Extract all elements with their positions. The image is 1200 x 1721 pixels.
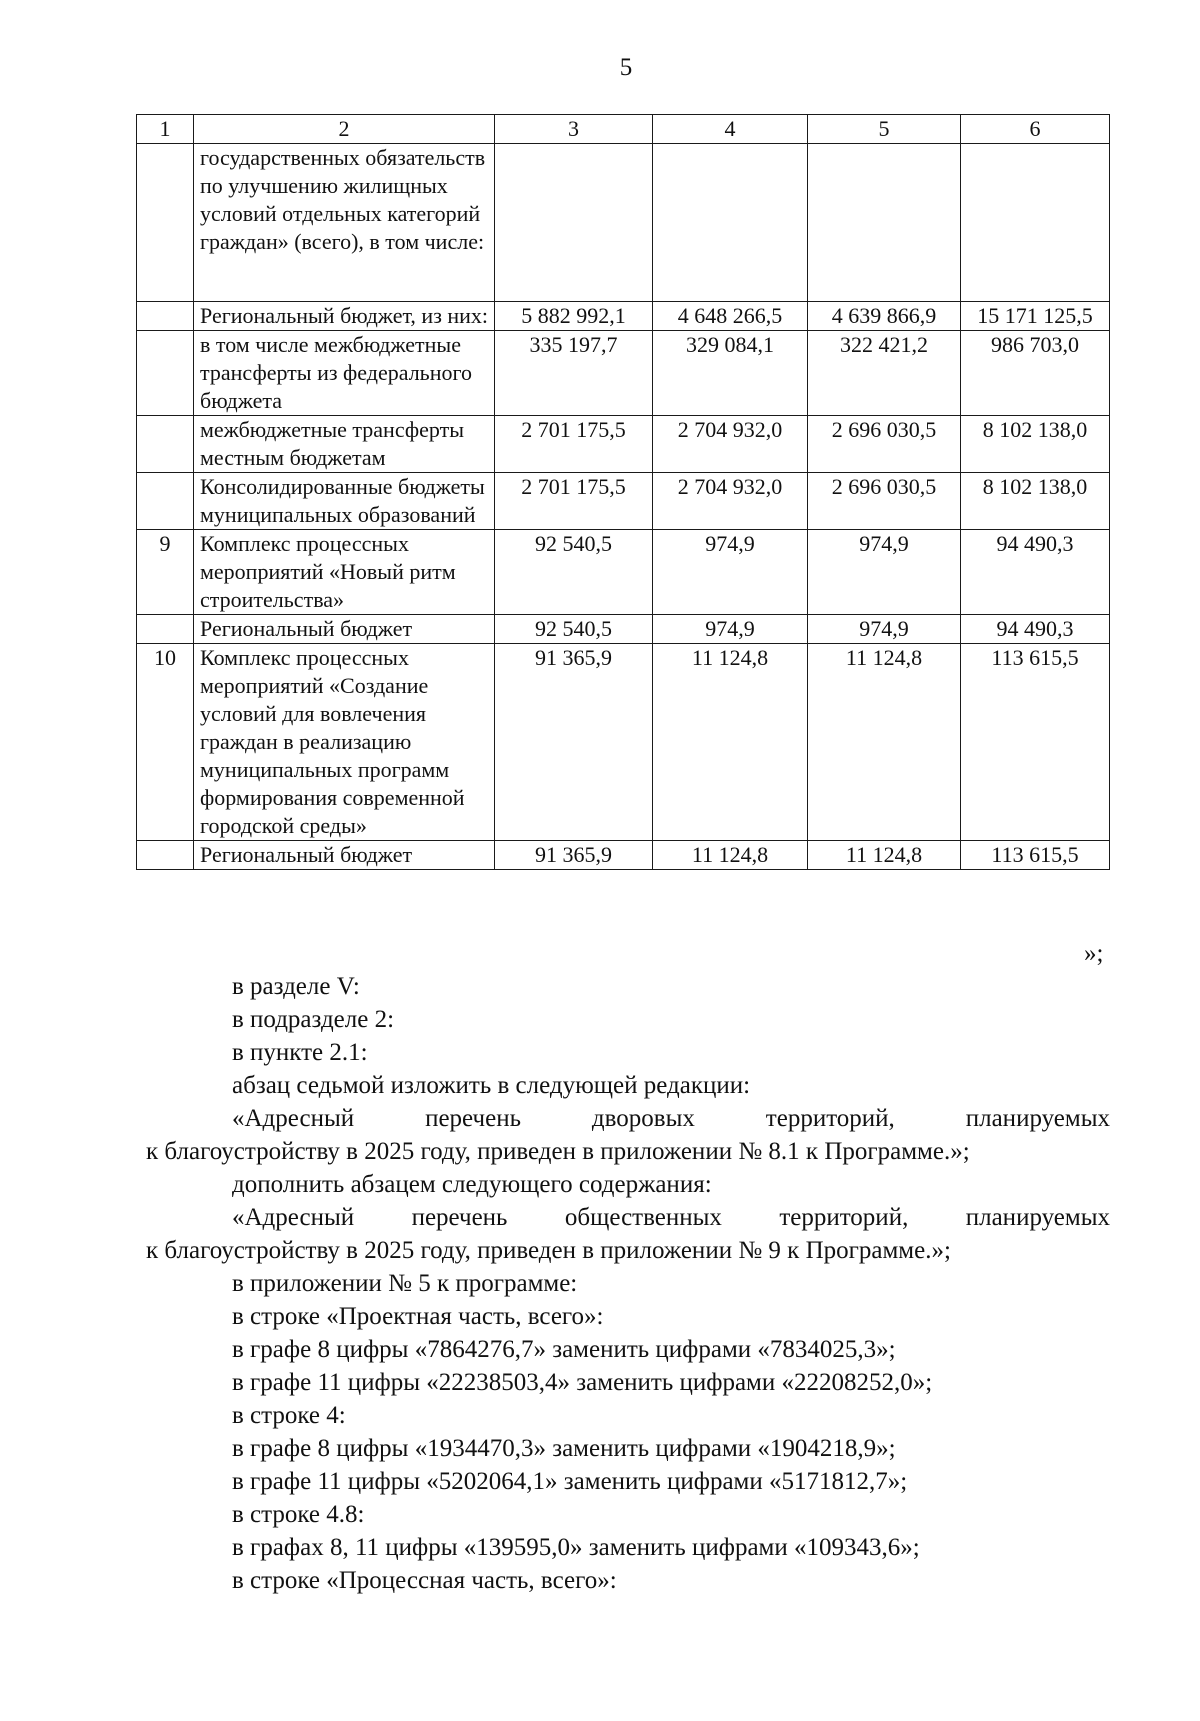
cell-value: 329 084,1 — [653, 331, 808, 416]
column-header: 3 — [495, 115, 653, 144]
justified-line — [232, 1201, 1110, 1234]
word: планируемых — [965, 1105, 1110, 1132]
column-header: 4 — [653, 115, 808, 144]
word: территорий, — [779, 1204, 909, 1231]
text-line: абзац седьмой изложить в следующей редакции: — [232, 1072, 751, 1099]
row-name: межбюджетные трансферты местным бюджетам — [194, 416, 495, 473]
row-index — [137, 841, 194, 870]
cell-value: 2 701 175,5 — [495, 416, 653, 473]
cell-value: 974,9 — [808, 530, 961, 615]
table-row — [137, 144, 1110, 302]
cell-value: 91 365,9 — [495, 841, 653, 870]
text-line: в графе 11 цифры «5202064,1» заменить цифрами «5171812,7»; — [232, 1468, 908, 1495]
text-line: дополнить абзацем следующего содержания: — [232, 1171, 712, 1198]
row-name: Комплекс процессных мероприятий «Новый ритм строительства» — [194, 530, 495, 615]
word: дворовых — [591, 1105, 695, 1132]
table-row — [137, 530, 1110, 615]
cell-value: 11 124,8 — [653, 644, 808, 841]
row-index — [137, 331, 194, 416]
text-line: в строке 4: — [232, 1402, 346, 1429]
row-index: 9 — [137, 530, 194, 615]
cell-value: 2 704 932,0 — [653, 473, 808, 530]
text-line: в графе 8 цифры «7864276,7» заменить цифрами «7834025,3»; — [232, 1336, 896, 1363]
word: перечень — [411, 1204, 508, 1231]
cell-value — [495, 144, 653, 302]
text-line: в пункте 2.1: — [232, 1039, 368, 1066]
row-name: в том числе межбюджетные трансферты из федерального бюджета — [194, 331, 495, 416]
row-name: Комплекс процессных мероприятий «Создание условий для вовлечения граждан в реализацию муниципальных программ формирования современной городской среды» — [194, 644, 495, 841]
cell-value: 8 102 138,0 — [961, 473, 1110, 530]
cell-value: 91 365,9 — [495, 644, 653, 841]
column-header: 2 — [194, 115, 495, 144]
cell-value — [961, 144, 1110, 302]
word: «Адресный — [232, 1105, 355, 1132]
cell-value: 5 882 992,1 — [495, 302, 653, 331]
budget-table — [136, 114, 1110, 870]
cell-value: 4 648 266,5 — [653, 302, 808, 331]
table-row — [137, 473, 1110, 530]
cell-value: 974,9 — [653, 615, 808, 644]
column-header: 1 — [137, 115, 194, 144]
word: «Адресный — [232, 1204, 355, 1231]
cell-value: 2 701 175,5 — [495, 473, 653, 530]
text-line: в строке 4.8: — [232, 1501, 365, 1528]
cell-value: 11 124,8 — [808, 644, 961, 841]
cell-value: 113 615,5 — [961, 841, 1110, 870]
word: перечень — [425, 1105, 521, 1132]
cell-value: 94 490,3 — [961, 530, 1110, 615]
word: общественных — [564, 1204, 722, 1231]
table-header-row — [137, 115, 1110, 144]
cell-value: 974,9 — [653, 530, 808, 615]
closing-quote-mark: »; — [1084, 940, 1104, 967]
row-name: Консолидированные бюджеты муниципальных образований — [194, 473, 495, 530]
text-line: в подразделе 2: — [232, 1006, 395, 1033]
word: планируемых — [965, 1204, 1110, 1231]
row-index — [137, 473, 194, 530]
cell-value: 11 124,8 — [653, 841, 808, 870]
text-line: в разделе V: — [232, 973, 360, 1000]
justified-line — [232, 1102, 1110, 1135]
page-number: 5 — [619, 54, 633, 81]
text-line: в графе 8 цифры «1934470,3» заменить цифрами «1904218,9»; — [232, 1435, 896, 1462]
cell-value: 2 704 932,0 — [653, 416, 808, 473]
cell-value: 986 703,0 — [961, 331, 1110, 416]
cell-value: 974,9 — [808, 615, 961, 644]
table-row — [137, 615, 1110, 644]
row-index — [137, 615, 194, 644]
cell-value: 94 490,3 — [961, 615, 1110, 644]
text-line: в графах 8, 11 цифры «139595,0» заменить цифрами «109343,6»; — [232, 1534, 920, 1561]
row-name: Региональный бюджет, из них: — [194, 302, 495, 331]
row-index — [137, 302, 194, 331]
row-index — [137, 144, 194, 302]
text-line: в строке «Процессная часть, всего»: — [232, 1567, 617, 1594]
column-header: 6 — [961, 115, 1110, 144]
cell-value — [808, 144, 961, 302]
cell-value: 92 540,5 — [495, 615, 653, 644]
text-line: в приложении № 5 к программе: — [232, 1270, 578, 1297]
cell-value: 11 124,8 — [808, 841, 961, 870]
table-row — [137, 644, 1110, 841]
column-header: 5 — [808, 115, 961, 144]
row-index — [137, 416, 194, 473]
word: территорий, — [765, 1105, 895, 1132]
text-line: в строке «Проектная часть, всего»: — [232, 1303, 604, 1330]
cell-value: 4 639 866,9 — [808, 302, 961, 331]
text-line: к благоустройству в 2025 году, приведен в приложении № 8.1 к Программе.»; — [146, 1138, 970, 1165]
table-row — [137, 841, 1110, 870]
cell-value: 15 171 125,5 — [961, 302, 1110, 331]
cell-value: 2 696 030,5 — [808, 473, 961, 530]
row-name: Региональный бюджет — [194, 841, 495, 870]
table-row — [137, 331, 1110, 416]
cell-value: 322 421,2 — [808, 331, 961, 416]
row-name: государственных обязательств по улучшению жилищных условий отдельных категорий граждан» (всего), в том числе: — [194, 144, 495, 302]
row-index: 10 — [137, 644, 194, 841]
cell-value: 2 696 030,5 — [808, 416, 961, 473]
text-line: в графе 11 цифры «22238503,4» заменить цифрами «22208252,0»; — [232, 1369, 933, 1396]
row-name: Региональный бюджет — [194, 615, 495, 644]
cell-value — [653, 144, 808, 302]
cell-value: 335 197,7 — [495, 331, 653, 416]
table-row — [137, 302, 1110, 331]
table-row — [137, 416, 1110, 473]
cell-value: 113 615,5 — [961, 644, 1110, 841]
cell-value: 8 102 138,0 — [961, 416, 1110, 473]
text-line: к благоустройству в 2025 году, приведен в приложении № 9 к Программе.»; — [146, 1237, 951, 1264]
cell-value: 92 540,5 — [495, 530, 653, 615]
